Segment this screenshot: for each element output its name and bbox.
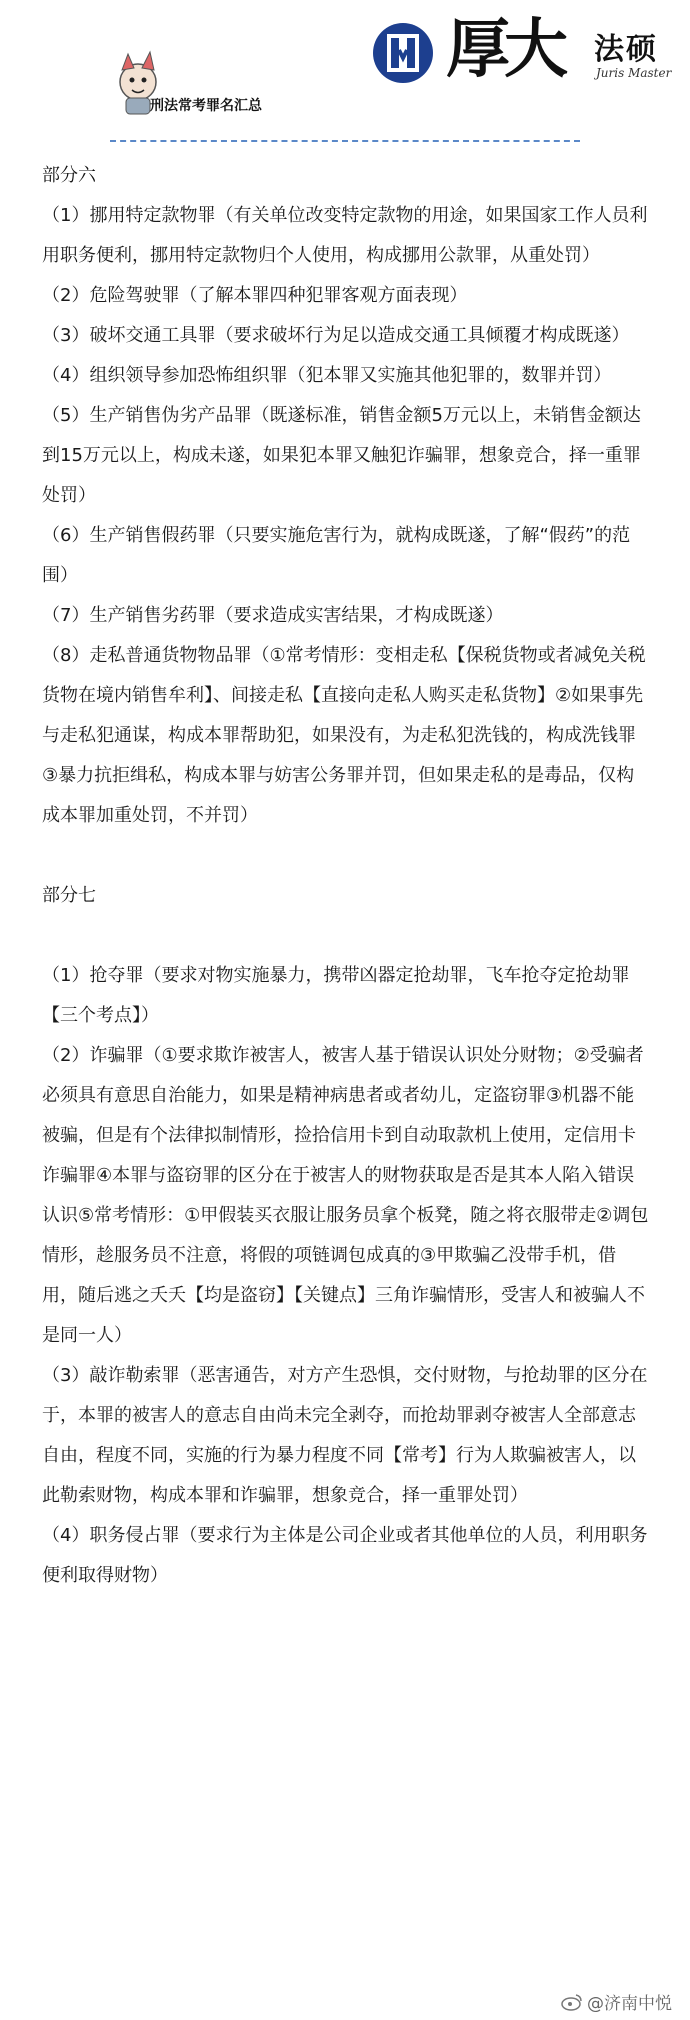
weibo-icon (561, 1993, 583, 2011)
spacer (42, 916, 652, 956)
banner-title: 刑法常考罪名汇总 (150, 98, 262, 114)
list-item: （4）职务侵占罪（要求行为主体是公司企业或者其他单位的人员，利用职务便利取得财物） (42, 1525, 648, 1586)
header (0, 0, 690, 150)
list-item: （7）生产销售劣药罪（要求造成实害结果，才构成既遂） (42, 605, 504, 626)
logo-mark-icon (368, 20, 438, 86)
logo-calligraphy: 厚大 (446, 12, 562, 87)
watermark (561, 1989, 672, 2014)
list-item: （4）组织领导参加恐怖组织罪（犯本罪又实施其他犯罪的，数罪并罚） (42, 365, 612, 386)
list-item: （1）抢夺罪（要求对物实施暴力，携带凶器定抢劫罪，飞车抢夺定抢劫罪【三个考点】） (42, 965, 630, 1026)
section-heading: 部分七 (42, 885, 96, 906)
document-body (42, 148, 652, 1596)
logo-subtitle: Juris Master (596, 66, 672, 80)
list-item: （3）破坏交通工具罪（要求破坏行为足以造成交通工具倾覆才构成既遂） (42, 325, 630, 346)
logo-name: 法硕 (594, 32, 658, 67)
list-item: （8）走私普通货物物品罪（①常考情形：变相走私【保税货物或者减免关税货物在境内销售牟利】、间接走私【直接向走私人购买走私货物】②如果事先与走私犯通谋，构成本罪帮助犯，如果没有，为走私犯洗钱的，构成洗钱罪③暴力抗拒缉私，构成本罪与妨害公务罪并罚，但如果走私的是毒品，仅构成本罪加重处罚，不并罚） (42, 645, 646, 826)
list-item: （6）生产销售假药罪（只要实施危害行为，就构成既遂，了解“假药”的范围） (42, 525, 631, 586)
section-heading: 部分六 (42, 165, 96, 186)
list-item: （1）挪用特定款物罪（有关单位改变特定款物的用途，如果国家工作人员利用职务便利，挪用特定款物归个人使用，构成挪用公款罪，从重处罚） (42, 205, 648, 266)
header-divider (110, 140, 580, 142)
watermark-text: @济南中悦 (587, 1994, 672, 2014)
list-item: （2）诈骗罪（①要求欺诈被害人，被害人基于错误认识处分财物；②受骗者必须具有意思自治能力，如果是精神病患者或者幼儿，定盗窃罪③机器不能被骗，但是有个法律拟制情形，捡拾信用卡到自动取款机上使用，定信用卡诈骗罪④本罪与盗窃罪的区分在于被害人的财物获取是否是其本人陷入错误认识⑤常考情形：①甲假装买衣服让服务员拿个板凳，随之将衣服带走②调包情形，趁服务员不注意，将假的项链调包成真的③甲欺骗乙没带手机，借用，随后逃之夭夭【均是盗窃】【关键点】三角诈骗情形，受害人和被骗人不是同一人） (42, 1045, 649, 1346)
list-item: （5）生产销售伪劣产品罪（既遂标准，销售金额5万元以上，未销售金额达到15万元以上，构成未遂，如果犯本罪又触犯诈骗罪，想象竞合，择一重罪处罚） (42, 405, 641, 506)
list-item: （2）危险驾驶罪（了解本罪四种犯罪客观方面表现） (42, 285, 468, 306)
list-item: （3）敲诈勒索罪（恶害通告，对方产生恐惧，交付财物，与抢劫罪的区分在于，本罪的被害人的意志自由尚未完全剥夺，而抢劫罪剥夺被害人全部意志自由，程度不同，实施的行为暴力程度不同【常考】行为人欺骗被害人，以此勒索财物，构成本罪和诈骗罪，想象竞合，择一重罪处罚） (42, 1365, 648, 1506)
